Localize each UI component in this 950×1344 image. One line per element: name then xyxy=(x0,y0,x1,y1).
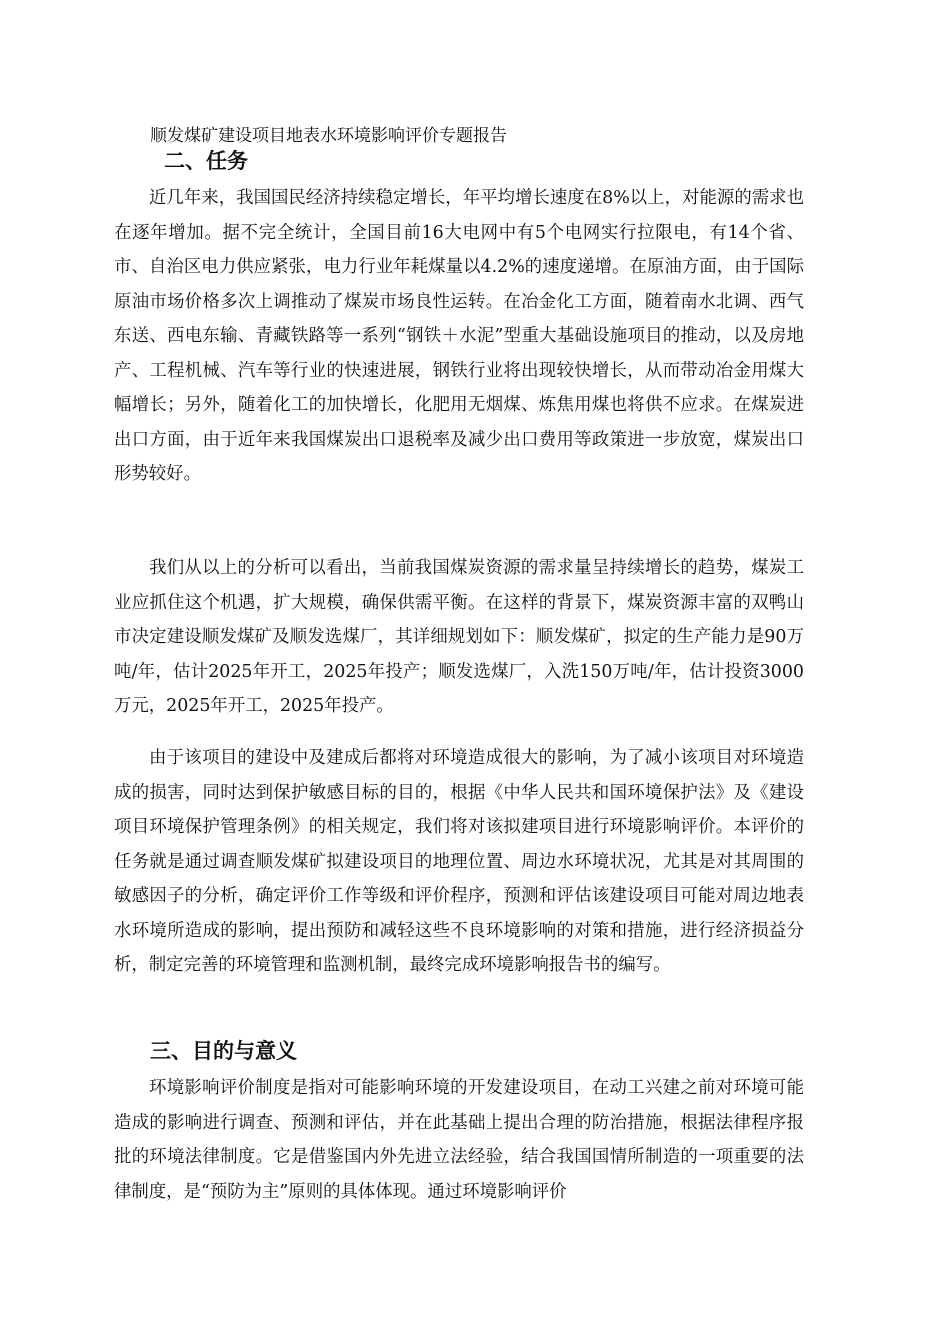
paragraph-tasks-1: 近几年来，我国国民经济持续稳定增长，年平均增长速度在8%以上，对能源的需求也在逐年增加。据不完全统计，全国目前16大电网中有5个电网实行拉限电，有14个省、市、自治区电力供应紧张，电力行业年耗煤量以4.2%的速度递增。在原油方面，由于国际原油市场价格多次上调推动了煤炭市场良性运转。在冶金化工方面，随着南水北调、西气东送、西电东输、青藏铁路等一系列“钢铁＋水泥”型重大基础设施项目的推动，以及房地产、工程机械、汽车等行业的快速进展，钢铁行业将出现较快增长，从而带动冶金用煤大幅增长；另外，随着化工的加快增长，化肥用无烟煤、炼焦用煤也将供不应求。在煤炭进出口方面，由于近年来我国煤炭出口退税率及减少出口费用等政策进一步放宽，煤炭出口形势较好。 xyxy=(114,188,804,484)
section-heading-purpose: 三、目的与意义 xyxy=(150,1039,297,1063)
paragraph-tasks-2: 我们从以上的分析可以看出，当前我国煤炭资源的需求量呈持续增长的趋势，煤炭工业应抓住这个机遇，扩大规模，确保供需平衡。在这样的背景下，煤炭资源丰富的双鸭山市决定建设顺发煤矿及顺发选煤厂，其详细规划如下：顺发煤矿，拟定的生产能力是90万吨/年，估计2025年开工，2025年投产；顺发选煤厂，入洗150万吨/年，估计投资3000万元，2025年开工，2025年投产。 xyxy=(114,558,804,716)
paragraph-tasks-3: 由于该项目的建设中及建成后都将对环境造成很大的影响，为了减小该项目对环境造成的损害，同时达到保护敏感目标的目的，根据《中华人民共和国环境保护法》及《建设项目环境保护管理条例》的相关规定，我们将对该拟建项目进行环境影响评价。本评价的任务就是通过调查顺发煤矿拟建设项目的地理位置、周边水环境状况，尤其是对其周围的敏感因子的分析，确定评价工作等级和评价程序，预测和评估该建设项目可能对周边地表水环境所造成的影响，提出预防和减轻这些不良环境影响的对策和措施，进行经济损益分析，制定完善的环境管理和监测机制，最终完成环境影响报告书的编写。 xyxy=(114,748,804,975)
paragraph-purpose-1: 环境影响评价制度是指对可能影响环境的开发建设项目，在动工兴建之前对环境可能造成的影响进行调查、预测和评估，并在此基础上提出合理的防治措施，根据法律程序报批的环境法律制度。它是借鉴国内外先进立法经验，结合我国国情所制造的一项重要的法律制度，是“预防为主”原则的具体体现。通过环境影响评价 xyxy=(114,1078,804,1202)
section-heading-tasks: 二、任务 xyxy=(164,149,248,173)
running-header: 顺发煤矿建设项目地表水环境影响评价专题报告 xyxy=(150,126,507,146)
